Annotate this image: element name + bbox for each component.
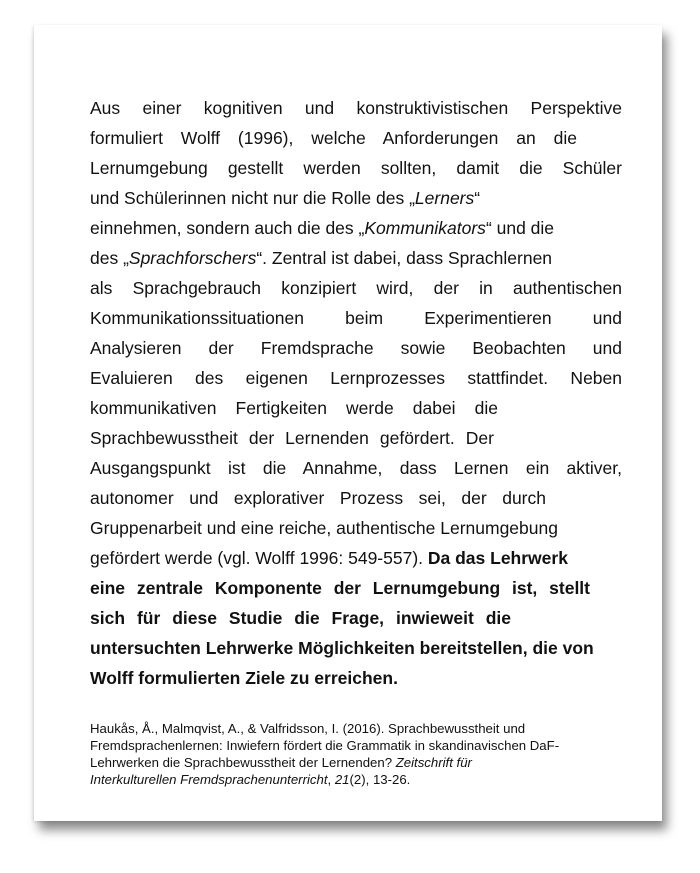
journal-title: Zeitschrift für — [395, 755, 472, 770]
paragraph-line: Gruppenarbeit und eine reiche, authentische Lernumgebung — [90, 518, 558, 538]
citation-line — [90, 754, 630, 771]
paragraph-line-bold: sich für diese Studie die Frage, inwieweit die — [90, 608, 511, 628]
paragraph-line: formuliert Wolff (1996), welche Anforderungen an die — [90, 128, 577, 148]
paragraph-line — [90, 213, 622, 243]
paragraph-line: Analysieren der Fremdsprache sowie Beobachten und — [90, 338, 622, 358]
paragraph-line-bold: eine zentrale Komponente der Lernumgebung ist, stellt — [90, 578, 590, 598]
text-run: “ und die — [485, 218, 555, 238]
document-page — [34, 25, 662, 821]
paragraph-line: Aus einer kognitiven und konstruktivistischen Perspektive — [90, 98, 622, 118]
italic-term-lerners: Lerners — [414, 188, 475, 208]
text-run: “ — [474, 188, 481, 208]
paragraph-line — [90, 183, 622, 213]
paragraph-line — [90, 243, 622, 273]
italic-term-kommunikators: Kommunikators — [364, 218, 486, 238]
paragraph-line: Kommunikationssituationen beim Experimentieren und — [90, 308, 622, 328]
paragraph-line: autonomer und explorativer Prozess sei, der durch — [90, 488, 546, 508]
paragraph-line: kommunikativen Fertigkeiten werde dabei die — [90, 398, 498, 418]
text-run: “. Zentral ist dabei, dass Sprachlernen — [256, 248, 553, 268]
citation-line — [90, 771, 630, 788]
bold-text-run: Da das Lehrwerk — [427, 548, 568, 568]
text-run: und Schülerinnen nicht nur die Rolle des „ — [90, 188, 415, 208]
paragraph-line-bold: Wolff formulierten Ziele zu erreichen. — [90, 668, 398, 688]
text-run: , — [327, 772, 335, 787]
text-run: Lehrwerken die Sprachbewusstheit der Lernenden? — [90, 755, 396, 770]
issue-pages: (2), 13-26. — [349, 772, 411, 787]
citation-line: Haukås, Å., Malmqvist, A., & Valfridsson, I. (2016). Sprachbewusstheit und — [90, 721, 526, 736]
citation-line: Fremdsprachenlernen: Inwiefern fördert die Grammatik in skandinavischen DaF- — [90, 738, 560, 753]
text-run: einnehmen, sondern auch die des „ — [90, 218, 365, 238]
text-run: des „ — [90, 248, 129, 268]
citation-reference — [90, 720, 630, 788]
volume-number: 21 — [334, 772, 350, 787]
paragraph-line: Lernumgebung gestellt werden sollten, damit die Schüler — [90, 158, 622, 178]
paragraph-line — [90, 543, 622, 573]
paragraph-line: als Sprachgebrauch konzipiert wird, der in authentischen — [90, 278, 622, 298]
paragraph-line-bold: untersuchten Lehrwerke Möglichkeiten bereitstellen, die von — [90, 638, 594, 658]
text-run: gefördert werde (vgl. Wolff 1996: 549-557). — [90, 548, 428, 568]
paragraph-line: Sprachbewusstheit der Lernenden gefördert. Der — [90, 428, 494, 448]
journal-title: Interkulturellen Fremdsprachenunterricht — [90, 772, 328, 787]
paragraph-line: Ausgangspunkt ist die Annahme, dass Lernen ein aktiver, — [90, 458, 622, 478]
paragraph-line: Evaluieren des eigenen Lernprozesses stattfindet. Neben — [90, 368, 622, 388]
italic-term-sprachforschers: Sprachforschers — [128, 248, 257, 268]
main-paragraph — [90, 93, 622, 693]
